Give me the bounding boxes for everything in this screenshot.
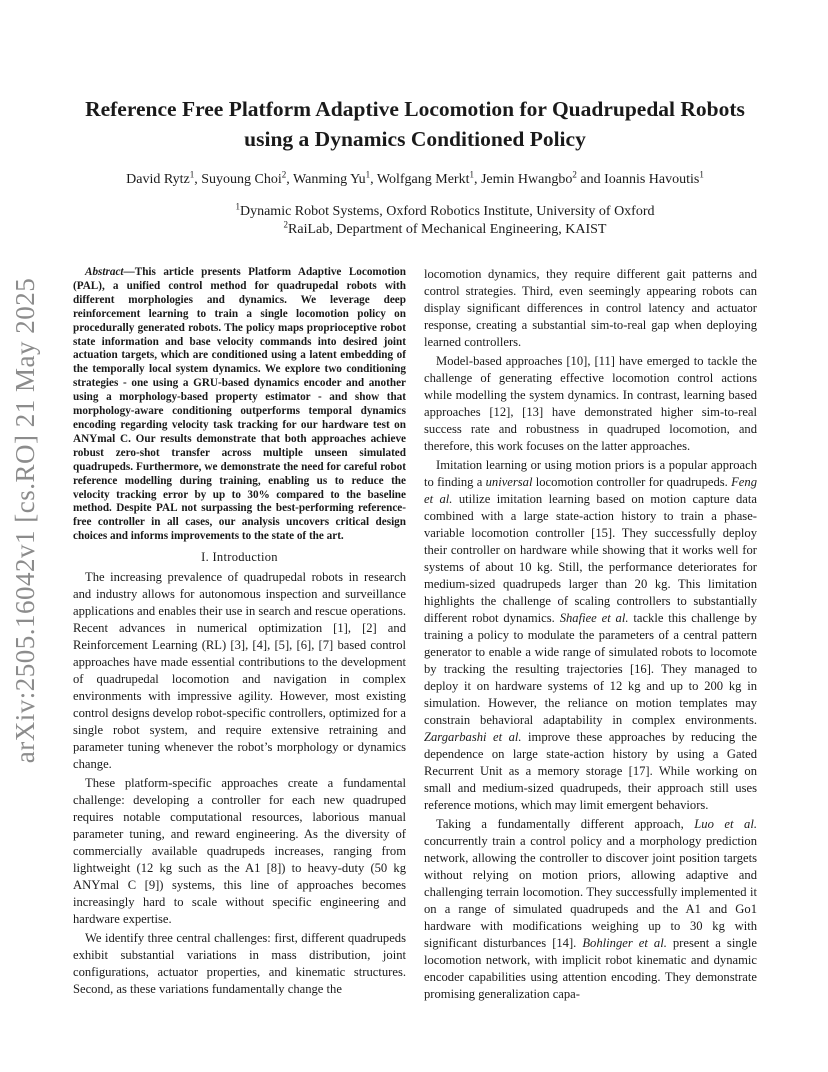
author: Wanming Yu$^1$ [293,169,371,187]
author: David Rytz$^1$ [126,169,195,187]
citation-author: Shafiee et al. [559,611,629,625]
author: Wolfgang Merkt$^1$ [376,169,474,187]
paragraph: Model-based approaches [10], [11] have emerged to tackle the challenge of generating effective locomotion control actions while modelling the system dynamics. In contrast, learning based approaches [12], [13] have demonstrated higher sim-to-real success rate and robustness in quadruped locomotion, and therefore, this work focuses on the latter approaches. [424,354,757,453]
citation-author: Luo et al. [694,817,757,831]
affiliation: $^1$Dynamic Robot Systems, Oxford Robotics Institute, University of Oxford [235,201,655,219]
abstract-text: This article presents Platform Adaptive Locomotion (PAL), a unified control method for quadrupedal robots with different morphologies and dynamics. We leverage deep reinforcement learning to train a single locomotion policy on procedurally generated robots. The policy maps proprioceptive robot state information and base velocity commands into desired joint actuation targets, which are conditioned using a latent embedding of the temporally local system dynamics. We explore two conditioning strategies - one using a GRU-based dynamics encoder and another using a morphology-based property estimator - and show that morphology-aware conditioning outperforms temporal dynamics encoding regarding velocity task tracking for our hardware test on ANYmal C. Our results demonstrate that both approaches achieve robust zero-shot transfer across multiple unseen simulated quadrupeds. Furthermore, we demonstrate the need for careful robot reference modelling during training, enabling us to reduce the velocity tracking error by up to 30% compared to the baseline method. Despite PAL not surpassing the best-performing reference-free controller in all cases, our analysis uncovers critical design choices and informs improvements to the state of the art. [73,266,406,543]
author: Jemin Hwangbo$^2$ [480,169,577,187]
citation-author: Feng et al. [424,475,757,506]
paragraph: Imitation learning or using motion priors is a popular approach to finding a universal locomotion controller for quadrupeds. Feng et al. utilize imitation learning based on motion capture data combined with a large state-action history to train a phase-variable locomotion controller [15]. They successfully deploy their controller on hardware while showing that it works well for systems of about 10 kg. Still, the performance deteriorates for medium-sized quadrupeds larger than 20 kg. This limitation highlights the challenge of scaling controllers to substantially different robot dynamics. Shafiee et al. tackle this challenge by training a policy to modulate the parameters of a central pattern generator to enable a wide range of simulated robots to locomote by tracking the resulting trajectories [16]. They managed to deploy it on hardware systems of 12 kg and up to 200 kg in simulation. However, the reliance on motion templates may constrain behavioral adaptability in complex environments. Zargarbashi et al. improve these approaches by reducing the dependence on large state-action history by using a Gated Recurrent Unit as a memory storage [17]. While working on small and medium-sized quadrupeds, their approach still uses reference motions, which may limit emergent behaviors. [424,458,758,812]
section-heading-introduction: I. Introduction [201,550,278,565]
paper-title: Reference Free Platform Adaptive Locomotion for Quadrupedal Robots using a Dynamics Conditioned Policy [85,97,745,151]
paragraph: We identify three central challenges: first, different quadrupeds exhibit substantial variations in mass distribution, joint configurations, actuator properties, and kinematic structures. Second, as these variations fundamentally change the [73,931,406,997]
citation-author: Zargarbashi et al. [424,730,522,744]
paragraph: These platform-specific approaches create a fundamental challenge: developing a controller for each new quadruped requires notable computational resources, laborious manual parameter tuning, and reward engineering. As the diversity of commercially available quadrupeds increases, ranging from lightweight (12 kg such as the A1 [8]) to heavy-duty (50 kg ANYmal C [9]) systems, this line of approaches becomes increasingly hard to scale without specific engineering and hardware expertise. [73,776,406,927]
author: Ioannis Havoutis$^1$ [604,169,704,187]
right-column [424,266,757,1003]
arxiv-identifier-stamp [4,270,48,770]
citation-author: Bohlinger et al. [582,936,667,950]
left-column [73,266,406,998]
author: Suyoung Choi$^2$ [201,169,287,187]
paragraph: Taking a fundamentally different approach, Luo et al. concurrently train a control policy and a morphology prediction network, allowing the controller to discover joint position targets without relying on motion priors, allowing adaptive and challenging terrain locomotion. They successfully implemented it on a range of simulated quadrupeds and the A1 and Go1 hardware with modifications weighing up to 30 kg with significant disturbances [14]. Bohlinger et al. present a single locomotion network, with implicit robot kinematic and dynamic encoder capabilities using attention encoding. They demonstrate promising generalization capa- [424,817,757,1001]
author-list: David Rytz$^1$, Suyoung Choi$^2$, Wanming Yu$^1$, Wolfgang Merkt$^1$, Jemin Hwangbo$^2$ and Ioannis Havoutis$^1$ [126,169,704,187]
arxiv-id-text: arXiv:2505.16042v1 [cs.RO] 21 May 2025 [10,277,41,763]
abstract-label: Abstract [85,266,124,278]
abstract: Abstract—This article presents Platform Adaptive Locomotion (PAL), a unified control method for quadrupedal robots with different morphologies and dynamics. We leverage deep reinforcement learning to train a single locomotion policy on procedurally generated robots. The policy maps proprioceptive robot state information and base velocity commands into desired joint actuation targets, which are conditioned using a latent embedding of the temporally local system dynamics. We explore two conditioning strategies - one using a GRU-based dynamics encoder and another using a morphology-based property estimator - and show that morphology-aware conditioning outperforms temporal dynamics encoding regarding velocity task tracking for our hardware test on ANYmal C. Our results demonstrate that both approaches achieve robust zero-shot transfer across multiple unseen simulated quadrupeds. Furthermore, we demonstrate the need for careful robot reference modelling during training, enabling us to reduce the velocity tracking error by up to 30% compared to the baseline method. Despite PAL not surpassing the best-performing reference-free controller in all cases, our analysis uncovers critical design choices and informs improvements to the state of the art. [73,266,406,543]
paragraph: The increasing prevalence of quadrupedal robots in research and industry allows for autonomous inspection and surveillance applications and enables their use in search and rescue operations. Recent advances in numerical optimization [1], [2] and Reinforcement Learning (RL) [3], [4], [5], [6], [7] based control approaches have made essential contributions to the development of quadrupedal locomotion and navigation in complex environments with impressive agility. However, most existing control designs develop robot-specific controllers, optimized for a single robot system, and require extensive retraining and parameter tuning whenever the robot’s morphology or dynamics change. [73,570,406,772]
emphasis: universal [485,475,533,489]
paragraph: locomotion dynamics, they require different gait patterns and control strategies. Third, even seemingly appearing robots can display significant differences in control latency and actuator response, creating a substantial sim-to-real gap when deploying learned controllers. [424,267,757,349]
affiliation: $^2$RaiLab, Department of Mechanical Engineering, KAIST [283,219,607,237]
affiliation-list [60,203,828,239]
